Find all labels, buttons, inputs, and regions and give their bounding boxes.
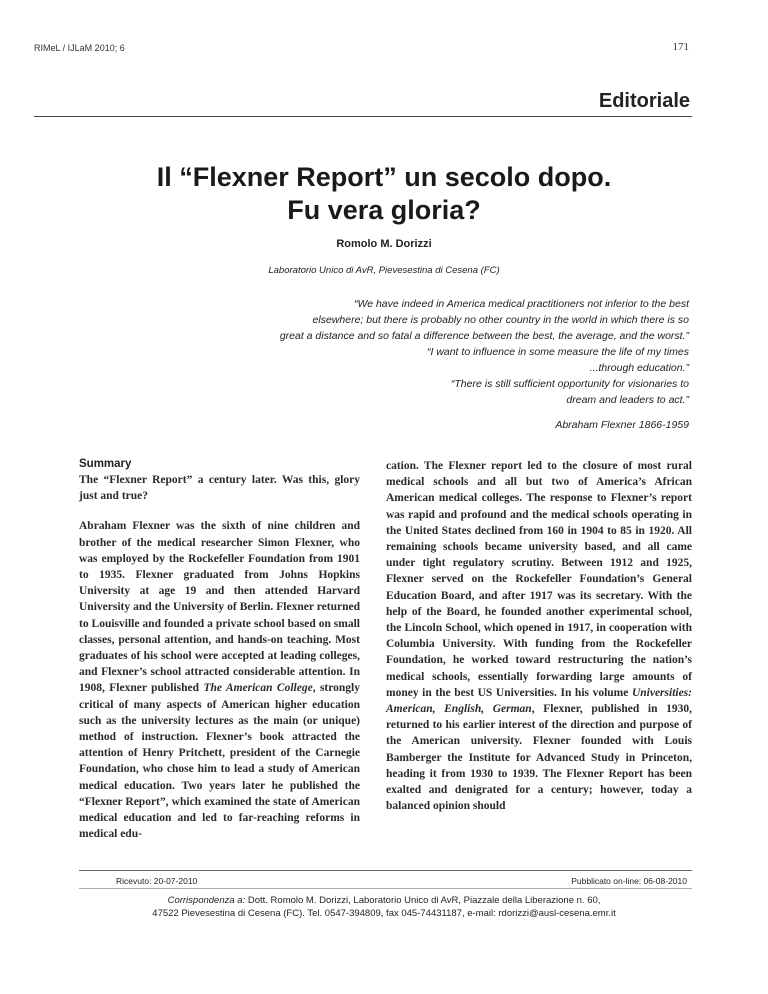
book-title-universities: Universities: American, English, German [386,686,692,716]
correspondence-line-1 [0,894,768,907]
quote-2-line-2: ...through education.” [589,362,689,374]
quote-1-line-1: “We have indeed in America medical practitioners not inferior to the best [353,298,689,310]
summary-paragraph-left [79,518,360,842]
title-line-1: Il “Flexner Report” un secolo dopo. [156,162,612,192]
epigraph-quote-2 [427,344,689,376]
author-affiliation: Laboratorio Unico di AvR, Pievesestina di Cesena (FC) [268,265,500,276]
book-title-american-college: The American College [203,682,313,695]
received-date: Ricevuto: 20-07-2010 [116,876,198,886]
left-text-a: Abraham Flexner was the sixth of nine children and brother of the medical researcher Simon Flexner, who was employed by the Rockefeller Foundation from 1901 to 1935. Flexner graduated from Johns Hopkins University at age 19 and then attended Harvard University and the University of Berlin. Flexner returned to Louisville and founded a private school based on small classes, personal attention, and hands-on teaching. Most graduates of his school were accepted at leading colleges, and Flexner’s school attracted considerable attention. In 1908, Flexner published [79,520,360,695]
summary-right-column [386,458,692,814]
published-date: Pubblicato on-line: 06-08-2010 [571,876,687,886]
epigraph-quote-1 [280,296,689,344]
correspondence-label: Corrispondenza a: [167,895,246,906]
article-title [0,161,768,227]
footer-divider [79,870,692,871]
summary-left-column [79,458,360,842]
right-text-b: , Flexner, published in 1930, returned to his earlier interest of the direction and purpose of the American university. Flexner founded with Louis Bamberger the Institute for Advanced Study in Princeton, heading it from 1930 to 1939. The Flexner Report has been exalted and denigrated for a century; however, today a balanced opinion should [386,703,692,813]
quote-3-line-1: “There is still sufficient opportunity for visionaries to [450,378,689,390]
author-name: Romolo M. Dorizzi [336,238,432,250]
correspondence-address: Dott. Romolo M. Dorizzi, Laboratorio Unico di AvR, Piazzale della Liberazione n. 60, [245,895,601,906]
summary-heading: Summary [79,458,132,470]
epigraph-attribution: Abraham Flexner 1866-1959 [555,419,689,431]
quote-1-line-3: great a distance and so fatal a difference between the best, the average, and the worst.” [279,330,689,342]
correspondence [0,894,768,920]
summary-subtitle: The “Flexner Report” a century later. Was this, glory just and true? [79,474,360,503]
journal-citation: RIMeL / IJLaM 2010; 6 [34,43,125,53]
correspondence-line-2: 47522 Pievesestina di Cesena (FC). Tel. 0547-394809, fax 045-74431187, e-mail: rdorizzi@ausl-cesena.emr.it [152,908,616,919]
quote-3-line-2: dream and leaders to act.” [566,394,689,406]
footer-divider-2 [79,888,692,889]
title-line-2: Fu vera gloria? [287,195,481,225]
section-title: Editoriale [598,90,690,112]
page-number: 171 [672,41,689,53]
quote-1-line-2: elsewhere; but there is probably no other country in the world in which there is so [312,314,689,326]
epigraph-quote-3 [451,376,689,408]
right-text-a: cation. The Flexner report led to the closure of most rural medical schools and all but two of America’s African American medical colleges. The response to Flexner’s report was rapid and profound and the medical schools operating in the United States declined from 160 in 1904 to 85 in 1920. All remaining schools became university based, and all came under tight regulatory scrutiny. Between 1912 and 1925, Flexner served on the Rockefeller Foundation’s General Education Board, and after 1917 was its secretary. With the help of the Board, he founded another experimental school, the Lincoln School, which opened in 1917, in cooperation with Columbia University. With funding from the Rockefeller Foundation, he worked toward restructuring the nation’s medical schools, essentially forwarding large amounts of money in the best US Universities. In his volume [386,460,692,699]
header-divider [34,116,692,117]
summary-paragraph-right [386,458,692,814]
quote-2-line-1: “I want to influence in some measure the life of my times [426,346,689,358]
left-text-b: , strongly critical of many aspects of American higher education such as the university lectures as the main (or unique) method of instruction. Flexner’s book attracted the attention of Henry Pritchett, president of the Carnegie Foundation, who chose him to lead a study of American medical education. Two years later he published the “Flexner Report”, which examined the state of American medical education and led to far-reaching reforms in medical edu- [79,682,360,841]
